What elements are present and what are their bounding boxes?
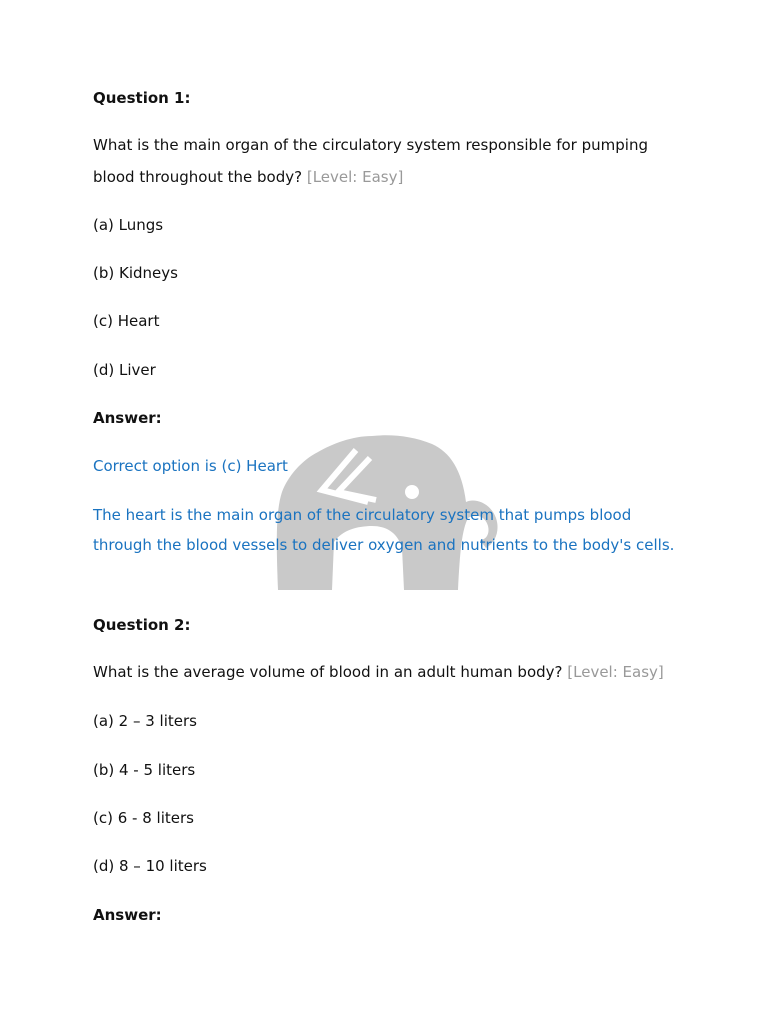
- question-1-text-line2-body: blood throughout the body?: [93, 168, 303, 186]
- question-1-level: [Level: Easy]: [306, 168, 404, 186]
- question-1-explanation-line2: through the blood vessels to deliver oxygen and nutrients to the body's cells.: [93, 536, 675, 554]
- question-2-option-b: (b) 4 - 5 liters: [93, 761, 196, 779]
- question-1-text-line2: [93, 167, 403, 187]
- question-2-text-body: What is the average volume of blood in an adult human body?: [93, 663, 563, 681]
- question-2-answer-heading: Answer:: [93, 906, 162, 924]
- question-1-answer-heading: Answer:: [93, 409, 162, 427]
- question-2-heading: Question 2:: [93, 616, 191, 634]
- question-1-explanation-line1: The heart is the main organ of the circulatory system that pumps blood: [93, 506, 632, 524]
- question-2-level: [Level: Easy]: [567, 663, 664, 681]
- question-1-option-c: (c) Heart: [93, 312, 160, 330]
- question-2-option-c: (c) 6 - 8 liters: [93, 809, 194, 827]
- question-2-option-a: (a) 2 – 3 liters: [93, 712, 197, 730]
- question-2-option-d: (d) 8 – 10 liters: [93, 857, 207, 875]
- question-1-text-line1: What is the main organ of the circulatory system responsible for pumping: [93, 136, 648, 154]
- question-1-heading: Question 1:: [93, 89, 191, 107]
- question-1-correct-option: Correct option is (c) Heart: [93, 457, 288, 475]
- question-2-text: [93, 662, 664, 682]
- question-1-option-d: (d) Liver: [93, 361, 156, 379]
- question-1-option-b: (b) Kidneys: [93, 264, 178, 282]
- question-1-option-a: (a) Lungs: [93, 216, 164, 234]
